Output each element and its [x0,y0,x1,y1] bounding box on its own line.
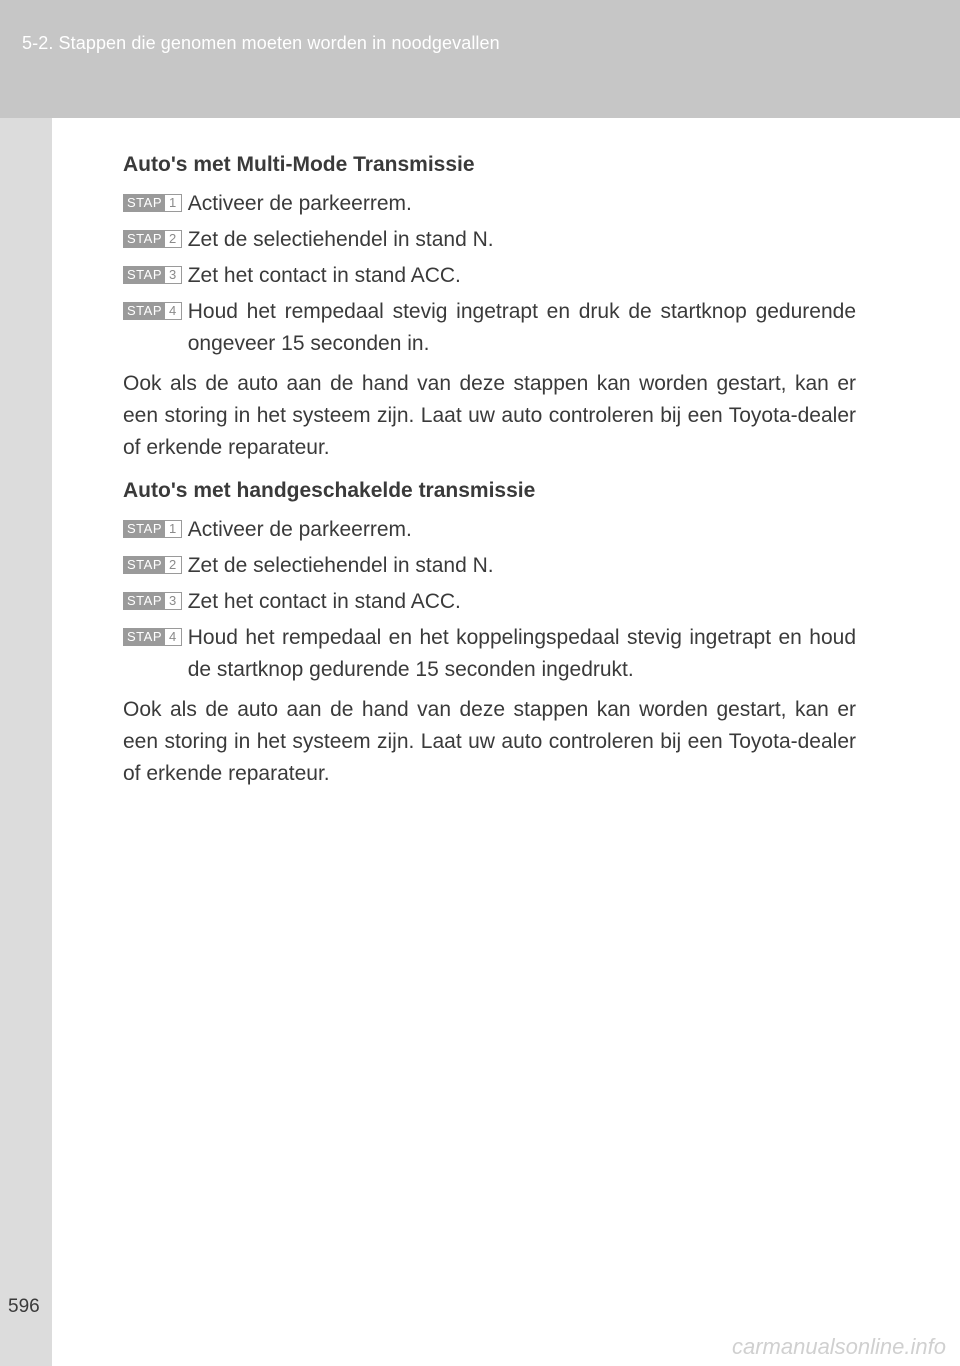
step-badge [123,520,182,538]
content [123,152,856,804]
header-title: 5-2. Stappen die genomen moeten worden in noodgevallen [22,33,500,53]
side-strip [0,118,52,1366]
step-badge-number: 3 [165,266,182,284]
step-text: Zet het contact in stand ACC. [187,264,461,287]
note-paragraph: Ook als de auto aan de hand van deze stappen kan worden gestart, kan er een storing in het systeem zijn. Laat uw auto controleren bij een Toyota-dealer of erkende reparateur. [123,698,856,785]
step-text: Zet het contact in stand ACC. [187,590,461,613]
step-badge [123,628,182,646]
step-text: Houd het rempedaal stevig ingetrapt en druk de startknop gedurende ongeveer 15 seconden in. [187,300,856,355]
step-badge-number: 1 [165,520,182,538]
step-text: Zet de selectiehendel in stand N. [187,228,494,251]
step-item [123,622,856,686]
step-badge [123,592,182,610]
step-item [123,514,856,546]
step-badge [123,302,182,320]
step-item [123,188,856,220]
step-badge-label: STAP [123,266,165,284]
step-badge [123,230,182,248]
step-badge-label: STAP [123,628,165,646]
step-badge-label: STAP [123,194,165,212]
step-item [123,296,856,360]
step-badge-number: 1 [165,194,182,212]
section-multimode [123,152,856,464]
section-manual [123,478,856,790]
step-badge-number: 4 [165,302,182,320]
step-item [123,260,856,292]
step-text: Houd het rempedaal en het koppelingspedaal stevig ingetrapt en houd de startknop gedurende 15 seconden ingedrukt. [187,626,856,681]
step-badge-label: STAP [123,520,165,538]
step-badge-label: STAP [123,230,165,248]
step-item [123,550,856,582]
step-item [123,224,856,256]
step-badge [123,194,182,212]
page-header [0,0,960,118]
step-badge-number: 4 [165,628,182,646]
step-badge [123,556,182,574]
section-title: Auto's met handgeschakelde transmissie [123,479,536,502]
step-item [123,586,856,618]
step-badge-number: 3 [165,592,182,610]
step-text: Zet de selectiehendel in stand N. [187,554,494,577]
step-badge-label: STAP [123,302,165,320]
step-badge [123,266,182,284]
step-badge-label: STAP [123,592,165,610]
step-badge-number: 2 [165,230,182,248]
section-title: Auto's met Multi-Mode Transmissie [123,153,475,176]
page-number: 596 [8,1296,40,1317]
step-text: Activeer de parkeerrem. [187,518,412,541]
step-badge-label: STAP [123,556,165,574]
watermark: carmanualsonline.info [731,1334,946,1359]
step-text: Activeer de parkeerrem. [187,192,412,215]
note-paragraph: Ook als de auto aan de hand van deze stappen kan worden gestart, kan er een storing in het systeem zijn. Laat uw auto controleren bij een Toyota-dealer of erkende reparateur. [123,372,856,459]
step-badge-number: 2 [165,556,182,574]
